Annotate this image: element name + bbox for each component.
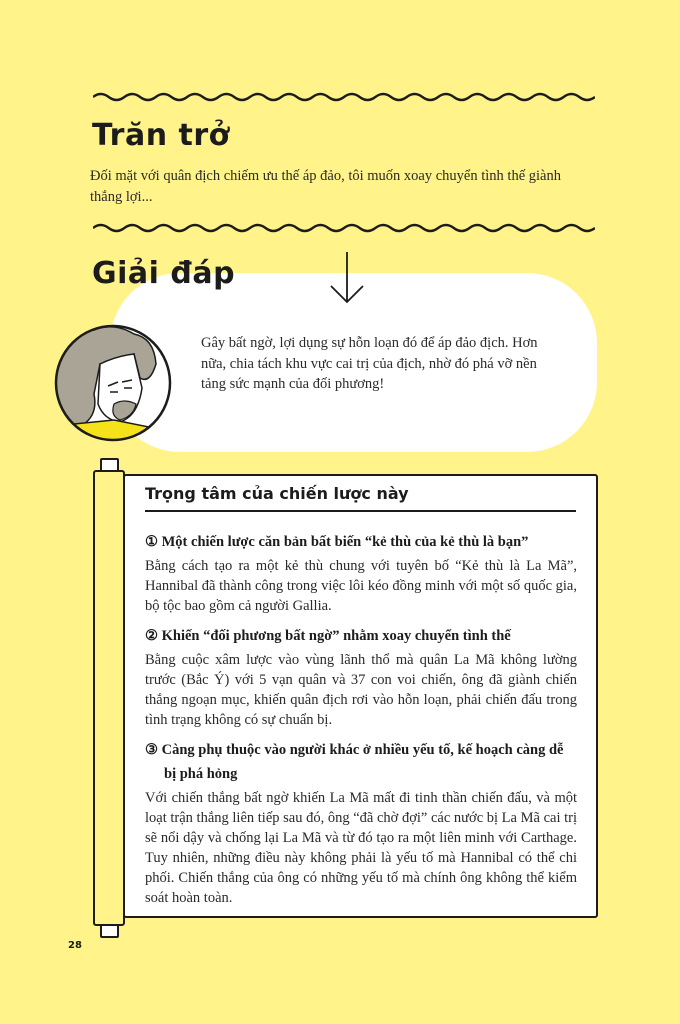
wavy-divider-bottom	[93, 221, 595, 235]
point-title: ① Một chiến lược căn bản bất biến “kẻ thù của kẻ thù là bạn”	[145, 534, 529, 550]
point-title: ③ Càng phụ thuộc vào người khác ở nhiều yếu tố, kế hoạch càng dễ bị phá hỏng	[145, 742, 564, 782]
scroll-rod	[93, 470, 125, 926]
down-arrow-icon	[327, 250, 367, 306]
wavy-divider-top	[93, 90, 595, 104]
strategy-point-1	[145, 530, 577, 616]
point-body: Với chiến thắng bất ngờ khiến La Mã mất đi tinh thần chiến đấu, và một loạt trận thắng liên tiếp sau đó, ông “đã chờ đợi” các nước bị La Mã cai trị sẽ nổi dậy và chống lại La Mã và từ đó tạo ra một liên minh với Carthage. Tuy nhiên, những điều này không phải là yếu tố mà Hannibal có thể chi phối. Chiến thắng của ông có những yếu tố mà chính ông không thể kiểm soát hoàn toàn.	[145, 790, 577, 906]
strategy-point-2	[145, 624, 577, 730]
page-number: 28	[68, 940, 82, 951]
heading-underline	[145, 510, 576, 512]
strategy-points	[145, 530, 577, 916]
answer-text: Gây bất ngờ, lợi dụng sự hỗn loạn đó để áp đảo địch. Hơn nữa, chia tách khu vực cai trị của địch, nhờ đó phá vỡ nền tảng sức mạnh của đối phương!	[201, 335, 538, 392]
problem-text: Đối mặt với quân địch chiếm ưu thế áp đảo, tôi muốn xoay chuyển tình thế giành thắng lợi...	[90, 168, 561, 205]
answer-title: Giải đáp	[92, 256, 236, 291]
point-title: ② Khiến “đối phương bất ngờ” nhằm xoay chuyển tình thế	[145, 628, 511, 644]
point-body: Bằng cách tạo ra một kẻ thù chung với tuyên bố “Kẻ thù là La Mã”, Hannibal đã thành công trong việc lôi kéo đồng minh với một số quốc gia, bộ tộc bao gồm cả người Gallia.	[145, 558, 577, 614]
strategy-point-3	[145, 738, 577, 908]
strategy-heading: Trọng tâm của chiến lược này	[145, 484, 409, 503]
point-body: Bằng cuộc xâm lược vào vùng lãnh thổ mà quân La Mã không lường trước (Bắc Ý) với 5 vạn quân và 37 con voi chiến, ông đã giành chiến thắng ngoạn mục, khiến quân địch rơi vào hỗn loạn, phải chiến đấu trong tình trạng không có sự chuẩn bị.	[145, 652, 577, 728]
problem-title: Trăn trở	[92, 118, 230, 153]
hannibal-avatar	[54, 324, 172, 442]
